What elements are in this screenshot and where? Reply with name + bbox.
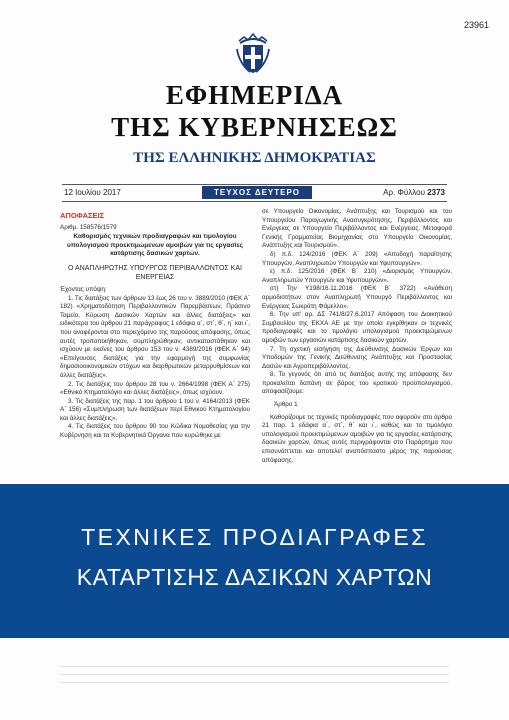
paragraph: 1. Τις διατάξεις των άρθρων 13 έως 26 του ν. 3889/2010 (ΦΕΚ Α΄ 182) «Χρηματοδότηση Περιβαλλοντικών Παρεμβάσεων, Πράσινο Ταμείο, Κύρωση Δασικών Χαρτών και άλλες διατάξεις» και ειδικότερα του άρθρου 21 παράγραφος 1 εδάφια α΄, στ΄, θ΄, η΄ και ι΄, που αναφέρονται στο περιεχόμενο της παρούσας απόφασης, όπως αυτές τροποποιήθηκαν, συμπληρώθηκαν, αντικαταστάθηκαν και ισχύουν με εκείνες του άρθρου 153 του ν. 4389/2016 (ΦΕΚ Α΄ 94) «Επείγουσες διατάξεις για την εφαρμογή της συμφωνίας δημοσιοοικονομικών στόχων και διαρθρωτικών μεταρρυθμίσεων και άλλες διατάξεις». (60, 294, 250, 379)
decision-title: Καθορισμός τεχνικών προδιαγραφών και τιμολογίου υπολογισμού προεκτιμώμενων αμοιβών για τις εργασίες κατάρτισης δασικών χαρτών. (66, 233, 244, 258)
paragraph: 6. Την υπ' αρ. ΔΣ 741/8/27.6.2017 Απόφαση του Διοικητικού Συμβουλίου της ΕΚΧΑ ΑΕ με την οποία εγκρίθηκαν οι τεχνικές προδιαγραφές και το τιμολόγιο υπολογισμού προεκτιμώμενων αμοιβών των εργασιών κατάρτισης δασικών χαρτών. (262, 311, 452, 344)
sheet-number-label: Αρ. Φύλλου (383, 188, 425, 197)
paragraph: ε) π.δ. 125/2016 (ΦΕΚ Β΄ 210) «Διορισμός Υπουργών, Αναπληρωτών Υπουργών και Υφυπουργών». (262, 268, 452, 284)
faint-text-lines (60, 666, 449, 696)
minister-heading: Ο ΑΝΑΠΛΗΡΩΤΗΣ ΥΠΟΥΡΓΟΣ ΠΕΡΙΒΑΛΛΟΝΤΟΣ ΚΑΙ ΕΝΕΡΓΕΙΑΣ (68, 264, 242, 281)
issue-badge: ΤΕΥΧΟΣ ΔΕΥΤΕΡΟ (202, 186, 312, 199)
paragraph: 4. Τις διατάξεις του άρθρου 90 του Κώδικα Νομοθεσίας για την Κυβέρνηση και τα Κυβερνητικά Όργανα που κυρώθηκε με (60, 423, 250, 440)
left-column (60, 208, 250, 441)
paragraph: 8. Το γεγονός ότι από τις διατάξεις αυτής της απόφασης δεν προκαλείται δαπάνη σε βάρος του κρατικού προϋπολογισμού, αποφασίζουμε: (262, 371, 452, 396)
paragraph: στ) Την Υ198/16.11.2016 (ΦΕΚ Β΄ 3722) «Ανάθεση αρμοδιοτήτων στον Αναπληρωτή Υπουργό Περιβάλλοντος και Ενέργειας Σωκράτη Φάμελλο». (262, 285, 452, 310)
masthead-title: ΕΦΗΜΕΡΙΔΑ (165, 80, 344, 110)
greek-coat-of-arms-icon (236, 31, 270, 75)
banner-title-line2: ΚΑΤΑΡΤΙΣΗΣ ΔΑΣΙΚΩΝ ΧΑΡΤΩΝ (76, 564, 433, 590)
paragraph: 7. Τη σχετική εισήγηση της Διεύθυνσης Δασικών Έργων και Υποδομών της Γενικής Διεύθυνσης Ανάπτυξης και Προστασίας Δασών και Αγροπεριβάλλοντος. (262, 345, 452, 370)
banner-title-line1: ΤΕΧΝΙΚΕΣ ΠΡΟΔΙΑΓΡΑΦΕΣ (81, 524, 428, 550)
paragraph: σε Υπουργείο Οικονομίας, Ανάπτυξης και Τουρισμού και του Υπουργείου Παραγωγικής Ανασυγκρότησης, Περιβάλλοντος και Ενέργειας σε Υπουργείο Περιβάλλοντος και Ενέργειας. Μεταφορά Γενικής Γραμματείας Βιομηχανίας στο Υπουργείο Οικονομίας, Ανάπτυξης και Τουρισμού». (262, 208, 452, 250)
sheet-number (383, 188, 445, 197)
paragraph: 2. Τις διατάξεις του άρθρου 28 του ν. 2664/1998 (ΦΕΚ Α΄ 275) «Εθνικό Κτηματολόγιο και άλλες διατάξεις», όπως ισχύουν. (60, 380, 250, 397)
right-column (262, 208, 452, 465)
issue-info-bar (62, 184, 447, 202)
masthead-subtitle: ΤΗΣ ΚΥΒΕΡΝΗΣΕΩΣ (111, 112, 398, 142)
decision-ref: Αριθμ. 158576/1579 (60, 223, 117, 231)
masthead-republic: ΤΗΣ ΕΛΛΗΝΙΚΗΣ ΔΗΜΟΚΡΑΤΙΑΣ (133, 150, 376, 166)
section-heading: ΑΠΟΦΑΣΕΙΣ (60, 211, 105, 220)
paragraph: δ) π.δ. 124/2016 (ΦΕΚ Α΄ 209) «Αποδοχή παραίτησης Υπουργών, Αναπληρωτών Υπουργών και Υφυπουργών». (262, 250, 452, 267)
page-number: 23961 (463, 20, 489, 30)
paragraph: Καθορίζουμε τις τεχνικές προδιαγραφές που αφορούν στο άρθρο 21 παρ. 1 εδάφια α΄, στ΄, θ΄ και ι΄, καθώς και το τιμολόγιο υπολογισμού προεκτιμώμενων αμοιβών για τις εργασίες κατάρτισης δασικών χαρτών, όπως αυτές περιγράφονται στο Παράρτημα που επισυνάπτεται και αποτελεί αναπόσπαστο μέρος της παρούσας απόφασης. (262, 413, 452, 464)
issue-date: 12 Ιουλίου 2017 (64, 188, 121, 197)
sheet-number-value: 2373 (427, 188, 445, 197)
having-regard: Έχοντας υπόψη: (60, 285, 107, 293)
title-banner (0, 484, 509, 638)
article-heading: Άρθρο 1 (274, 401, 298, 409)
paragraph: 3. Τις διατάξεις της παρ. 1 του άρθρου 1 του ν. 4164/2013 (ΦΕΚ Α΄ 156) «Συμπλήρωση των διατάξεων περί Εθνικού Κτηματολογίου και άλλες διατάξεις». (60, 397, 250, 422)
